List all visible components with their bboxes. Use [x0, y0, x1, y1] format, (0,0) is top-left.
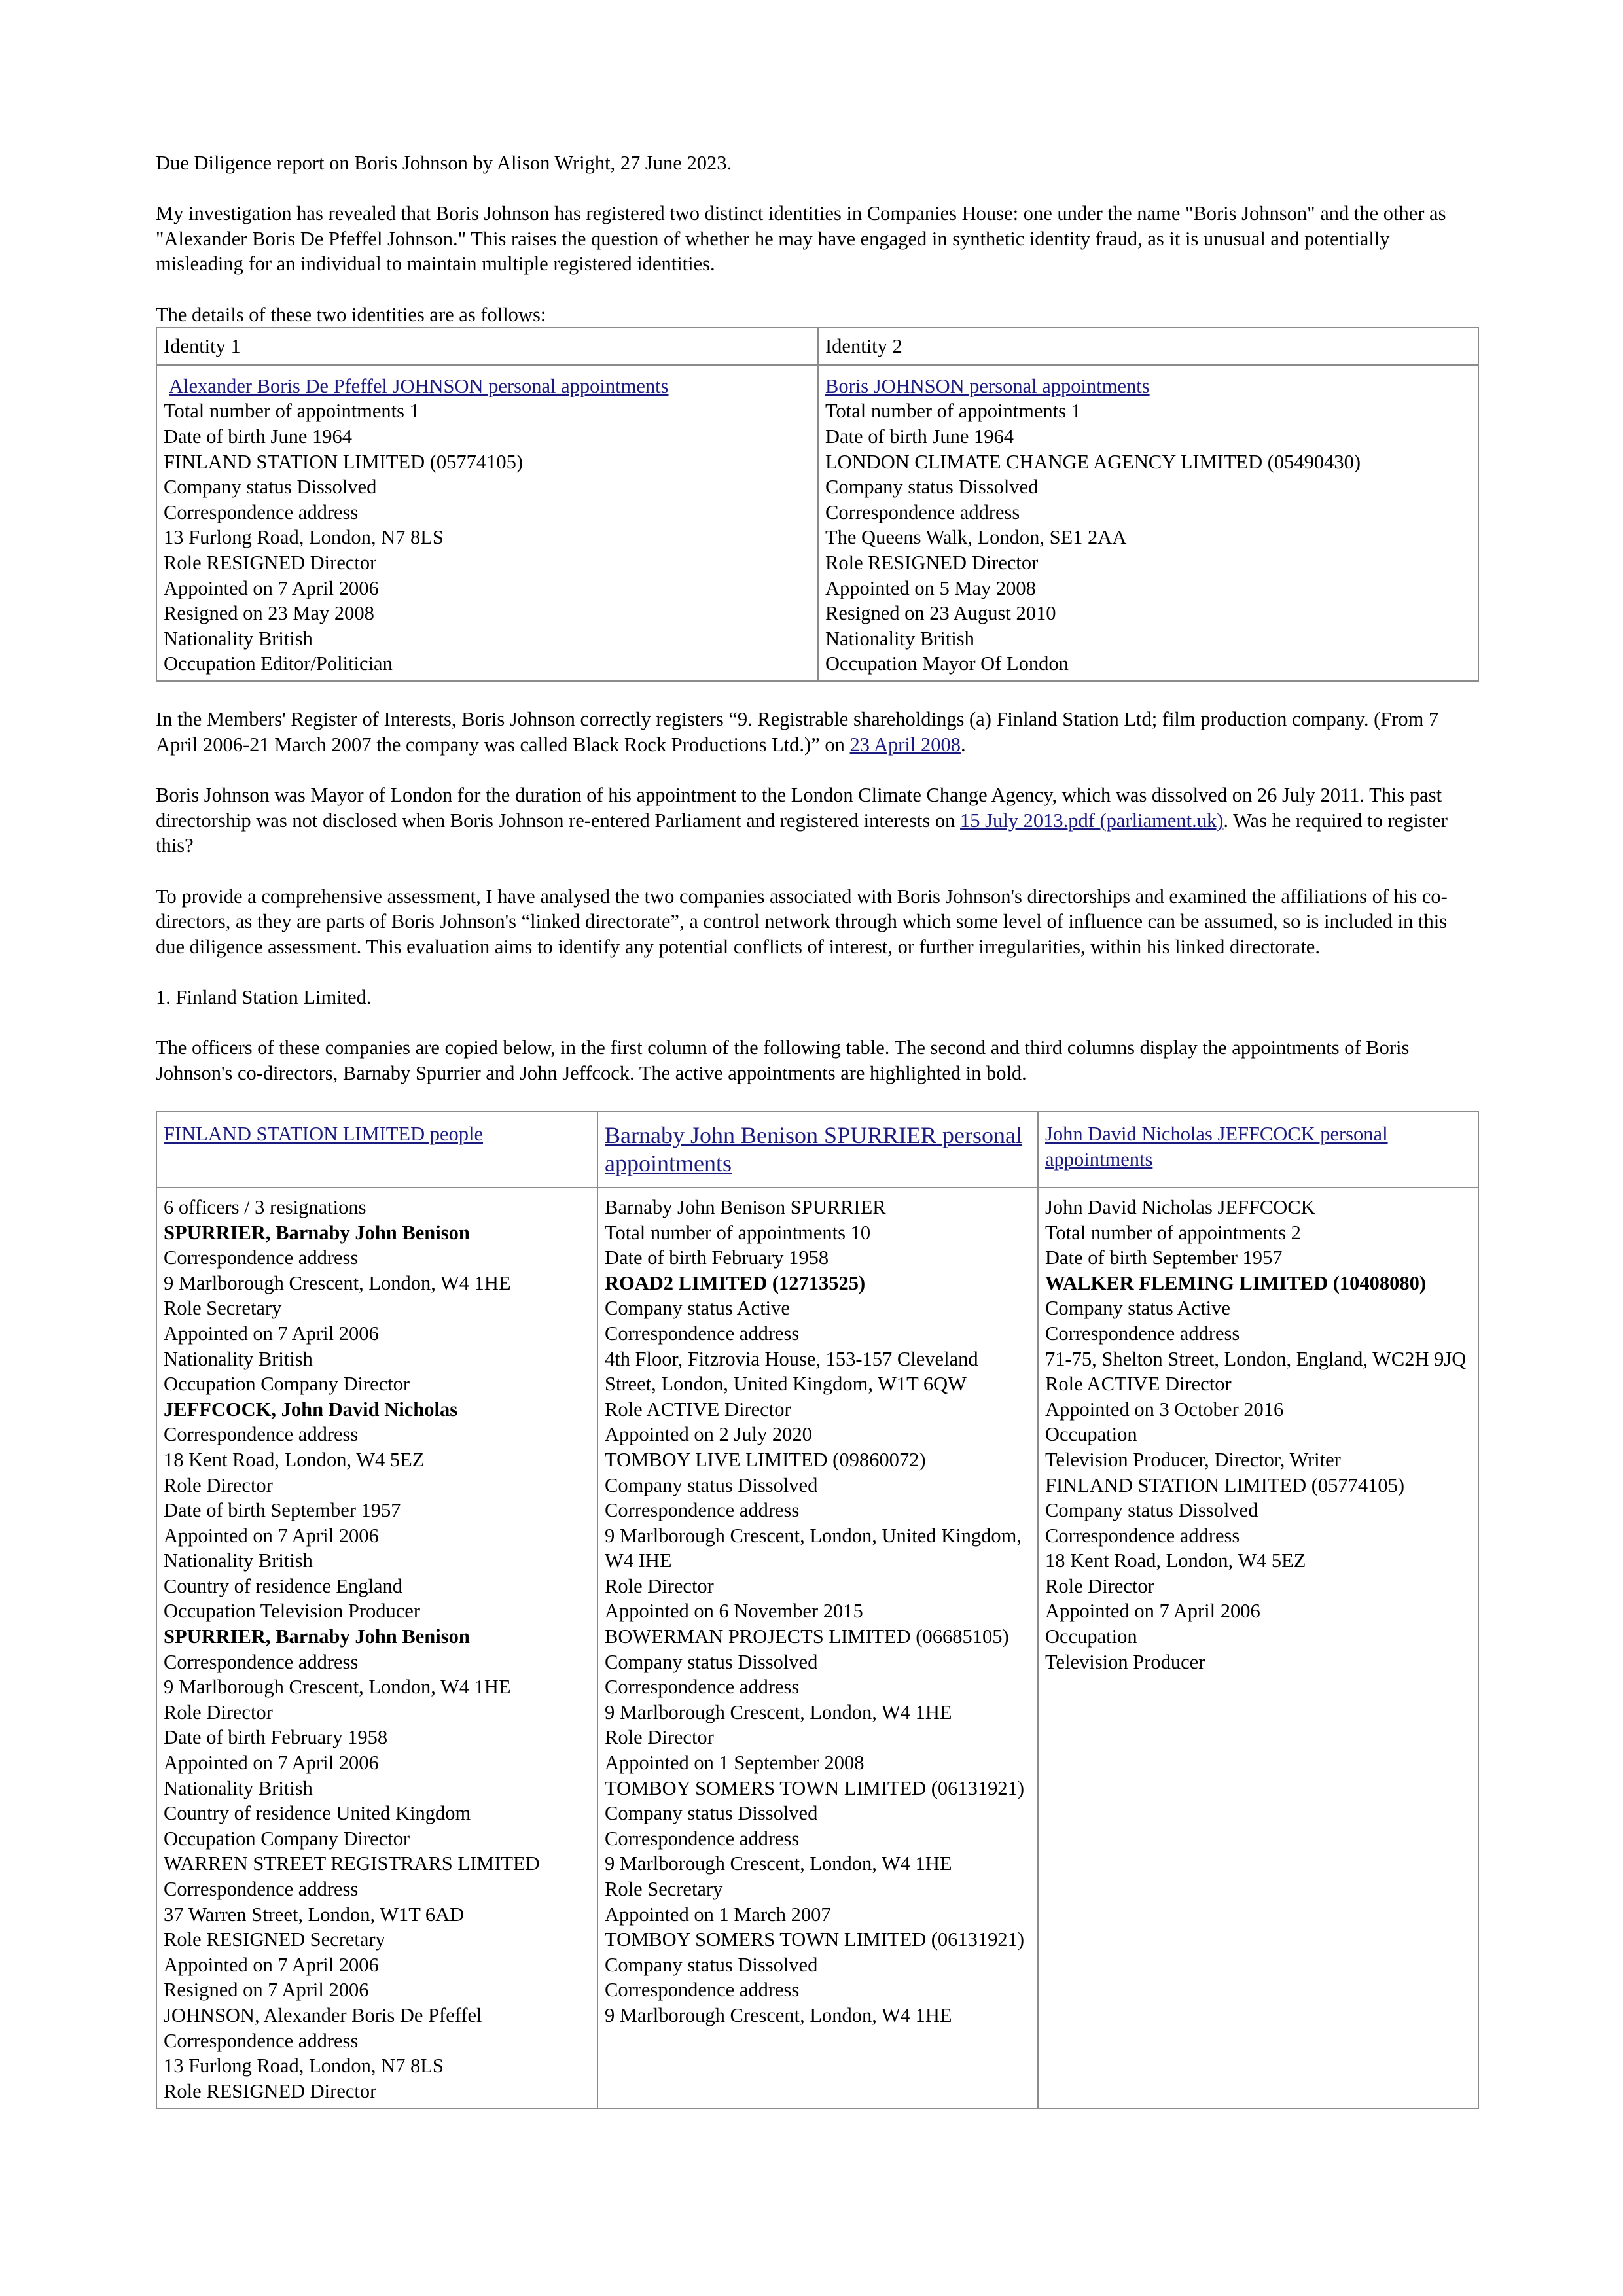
list-item: 13 Furlong Road, London, N7 8LS — [164, 2055, 444, 2077]
list-item: Occupation Editor/Politician — [164, 652, 393, 675]
list-item: Company status Active — [605, 1297, 790, 1320]
list-item: Appointed on 2 July 2020 — [605, 1423, 812, 1446]
identity-1-cell — [156, 365, 818, 681]
list-item: LONDON CLIMATE CHANGE AGENCY LIMITED (05490430) — [825, 450, 1361, 473]
list-item: Occupation Television Producer — [164, 1600, 421, 1623]
list-item: Country of residence United Kingdom — [164, 1802, 471, 1825]
list-item: Role Director — [164, 1701, 273, 1723]
jeffcock-appointments-header — [1038, 1112, 1478, 1188]
list-item: Country of residence England — [164, 1574, 403, 1597]
list-item: Appointed on 3 October 2016 — [1045, 1398, 1284, 1421]
report-title: Due Diligence report on Boris Johnson by Alison Wright, 27 June 2023. — [156, 152, 732, 174]
list-item: 71-75, Shelton Street, London, England, WC2H 9JQ — [1045, 1347, 1467, 1370]
list-item: 9 Marlborough Crescent, London, W4 1HE — [164, 1676, 511, 1699]
list-item: SPURRIER, Barnaby John Benison — [164, 1221, 470, 1244]
jeffcock-appointments-cell — [1038, 1188, 1478, 2108]
list-item: TOMBOY SOMERS TOWN LIMITED (06131921) — [605, 1776, 1025, 1799]
list-item: Date of birth September 1957 — [164, 1499, 401, 1522]
intro-paragraph: My investigation has revealed that Boris Johnson has registered two distinct identities in Companies House: one under the name "Boris Johnson" and the other as "Alexander Boris De Pfeffel Johnson." This raises the question of whether he may have engaged in synthetic identity fraud, as it is unusual and potentially misleading for an individual to maintain multiple registered identities. — [156, 202, 1446, 275]
list-item: Date of birth September 1957 — [1045, 1246, 1283, 1269]
list-item: 9 Marlborough Crescent, London, W4 1HE — [605, 2004, 952, 2026]
list-item: 9 Marlborough Crescent, London, United Kingdom, W4 IHE — [605, 1524, 1022, 1572]
list-item: Role RESIGNED Secretary — [164, 1928, 385, 1951]
list-item: Occupation Mayor Of London — [825, 652, 1069, 675]
list-item: JOHNSON, Alexander Boris De Pfeffel — [164, 2004, 482, 2026]
list-item: Appointed on 7 April 2006 — [164, 576, 379, 599]
list-item: Correspondence address — [1045, 1524, 1240, 1547]
list-item: Appointed on 7 April 2006 — [1045, 1600, 1260, 1623]
register-2008-link[interactable]: 23 April 2008 — [849, 733, 961, 756]
identity-1-appointments-link[interactable]: Alexander Boris De Pfeffel JOHNSON personal appointments — [169, 374, 669, 397]
spurrier-appointments-cell — [597, 1188, 1038, 2108]
finland-station-people-link[interactable]: FINLAND STATION LIMITED people — [164, 1122, 484, 1145]
identity-2-header: Identity 2 — [818, 328, 1478, 365]
table-row — [156, 365, 1478, 681]
list-item: Company status Dissolved — [825, 476, 1039, 499]
list-item: Nationality British — [164, 1549, 313, 1572]
list-item: WALKER FLEMING LIMITED (10408080) — [1045, 1271, 1427, 1294]
list-item: 18 Kent Road, London, W4 5EZ — [1045, 1549, 1306, 1572]
list-item: 4th Floor, Fitzrovia House, 153-157 Cleveland Street, London, United Kingdom, W1T 6QW — [605, 1347, 978, 1396]
list-item: TOMBOY LIVE LIMITED (09860072) — [605, 1448, 926, 1471]
list-item: Correspondence address — [1045, 1322, 1240, 1345]
list-item: Total number of appointments 1 — [164, 400, 419, 423]
list-item: Correspondence address — [605, 1322, 800, 1345]
list-item: Television Producer — [1045, 1650, 1205, 1673]
list-item: FINLAND STATION LIMITED (05774105) — [164, 450, 524, 473]
list-item: Company status Dissolved — [605, 1650, 818, 1673]
list-item: Correspondence address — [164, 1878, 359, 1900]
list-item: Date of birth February 1958 — [164, 1726, 388, 1749]
list-item: John David Nicholas JEFFCOCK — [1045, 1195, 1315, 1218]
list-item: Appointed on 6 November 2015 — [605, 1600, 863, 1623]
list-item: Company status Active — [1045, 1297, 1230, 1320]
list-item: ROAD2 LIMITED (12713525) — [605, 1271, 866, 1294]
list-item: Total number of appointments 2 — [1045, 1221, 1301, 1244]
identity-2-details — [825, 398, 1471, 677]
register-paragraph: In the Members' Register of Interests, Boris Johnson correctly registers “9. Registrable shareholdings (a) Finland Station Ltd; film production company. (From 7 April 2006-21 March 2007 the company was called Black Rock Productions Ltd.)” on 23 April 2008. — [156, 708, 1439, 756]
list-item: Occupation Company Director — [164, 1373, 410, 1396]
list-item: BOWERMAN PROJECTS LIMITED (06685105) — [605, 1625, 1009, 1648]
mayor-paragraph: Boris Johnson was Mayor of London for the duration of his appointment to the London Climate Change Agency, which was dissolved on 26 July 2011. This past directorship was not disclosed when Boris Johnson re-entered Parliament and registered interests on 15 July 2013.pdf (parliament.uk). Was he required to register this? — [156, 784, 1448, 857]
list-item: Company status Dissolved — [605, 1802, 818, 1825]
list-item: Role Secretary — [605, 1878, 723, 1900]
list-item: Appointed on 7 April 2006 — [164, 1524, 379, 1547]
list-item: Appointed on 7 April 2006 — [164, 1752, 379, 1775]
list-item: Date of birth June 1964 — [164, 425, 352, 448]
table-row — [156, 1188, 1478, 2108]
document-page — [156, 150, 1478, 2109]
list-item: Role RESIGNED Director — [164, 551, 377, 574]
identity-2-appointments-link[interactable]: Boris JOHNSON personal appointments — [825, 374, 1150, 397]
list-item: The Queens Walk, London, SE1 2AA — [825, 526, 1127, 549]
list-item: Nationality British — [164, 1347, 313, 1370]
list-item: 37 Warren Street, London, W1T 6AD — [164, 1903, 465, 1926]
list-item: Date of birth February 1958 — [605, 1246, 829, 1269]
officers-table — [156, 1111, 1479, 2109]
spurrier-appointments-link[interactable]: Barnaby John Benison SPURRIER personal appointments — [605, 1122, 1022, 1176]
identity-1-header: Identity 1 — [156, 328, 818, 365]
list-item: Company status Dissolved — [605, 1953, 818, 1976]
details-lead: The details of these two identities are as follows: — [156, 303, 546, 326]
list-item: Appointed on 5 May 2008 — [825, 576, 1036, 599]
list-item: Correspondence address — [605, 1499, 800, 1522]
jeffcock-appointments-link[interactable]: John David Nicholas JEFFCOCK personal appointments — [1045, 1122, 1388, 1171]
list-item: Nationality British — [825, 627, 974, 650]
finland-station-people-header — [156, 1112, 597, 1188]
list-item: Role Director — [605, 1726, 714, 1749]
list-item: Company status Dissolved — [1045, 1499, 1258, 1522]
list-item: 9 Marlborough Crescent, London, W4 1HE — [164, 1271, 511, 1294]
list-item: Correspondence address — [605, 1979, 800, 2002]
list-item: 6 officers / 3 resignations — [164, 1195, 366, 1218]
list-item: Role Director — [164, 1474, 273, 1496]
list-item: FINLAND STATION LIMITED (05774105) — [1045, 1474, 1405, 1496]
list-item: 18 Kent Road, London, W4 5EZ — [164, 1448, 425, 1471]
list-item: Company status Dissolved — [605, 1474, 818, 1496]
list-item: Role ACTIVE Director — [605, 1398, 791, 1421]
list-item: Occupation Company Director — [164, 1827, 410, 1850]
list-item: Role ACTIVE Director — [1045, 1373, 1232, 1396]
list-item: Television Producer, Director, Writer — [1045, 1448, 1341, 1471]
list-item: Barnaby John Benison SPURRIER — [605, 1195, 886, 1218]
list-item: Company status Dissolved — [164, 476, 377, 499]
officers-paragraph: The officers of these companies are copied below, in the first column of the following table. The second and third columns display the appointments of Boris Johnson's co-directors, Barnaby Spurrier and John Jeffcock. The active appointments are highlighted in bold. — [156, 1036, 1410, 1084]
table-header-row — [156, 328, 1478, 365]
list-item: Role RESIGNED Director — [164, 2079, 377, 2102]
list-item: Appointed on 1 March 2007 — [605, 1903, 831, 1926]
section-heading: 1. Finland Station Limited. — [156, 986, 372, 1008]
list-item: JEFFCOCK, John David Nicholas — [164, 1398, 458, 1421]
list-item: Correspondence address — [164, 2029, 359, 2052]
table-header-row — [156, 1112, 1478, 1188]
list-item: Correspondence address — [825, 501, 1020, 523]
list-item: Appointed on 7 April 2006 — [164, 1953, 379, 1976]
list-item: Role Secretary — [164, 1297, 282, 1320]
spurrier-appointments-header — [597, 1112, 1038, 1188]
identity-2-cell — [818, 365, 1478, 681]
register-2013-pdf-link[interactable]: 15 July 2013.pdf (parliament.uk) — [960, 809, 1224, 832]
list-item: Resigned on 7 April 2006 — [164, 1979, 369, 2002]
list-item: Correspondence address — [605, 1676, 800, 1699]
assessment-paragraph: To provide a comprehensive assessment, I have analysed the two companies associated with Boris Johnson's directorships and examined the affiliations of his co-directors, as they are parts of Boris Johnson's “linked directorate”, a control network through which some level of influence can be assumed, so is included in this due diligence assessment. This evaluation aims to identify any potential conflicts of interest, or further irregularities, within his linked directorate. — [156, 885, 1448, 958]
list-item: Occupation — [1045, 1625, 1137, 1648]
list-item: SPURRIER, Barnaby John Benison — [164, 1625, 470, 1648]
list-item: 9 Marlborough Crescent, London, W4 1HE — [605, 1701, 952, 1723]
list-item: Total number of appointments 10 — [605, 1221, 871, 1244]
list-item: 13 Furlong Road, London, N7 8LS — [164, 526, 444, 549]
list-item: Total number of appointments 1 — [825, 400, 1081, 423]
list-item: Resigned on 23 May 2008 — [164, 602, 374, 625]
list-item: WARREN STREET REGISTRARS LIMITED — [164, 1852, 540, 1875]
identity-1-details — [164, 398, 811, 677]
list-item: Appointed on 7 April 2006 — [164, 1322, 379, 1345]
identities-table — [156, 327, 1479, 682]
list-item: Role Director — [605, 1574, 714, 1597]
list-item: Correspondence address — [164, 1423, 359, 1446]
finland-station-officers-cell — [156, 1188, 597, 2108]
list-item: Nationality British — [164, 627, 313, 650]
list-item: Role RESIGNED Director — [825, 551, 1039, 574]
list-item: 9 Marlborough Crescent, London, W4 1HE — [605, 1852, 952, 1875]
list-item: Correspondence address — [605, 1827, 800, 1850]
list-item: Role Director — [1045, 1574, 1154, 1597]
list-item: Date of birth June 1964 — [825, 425, 1014, 448]
list-item: TOMBOY SOMERS TOWN LIMITED (06131921) — [605, 1928, 1025, 1951]
list-item: Resigned on 23 August 2010 — [825, 602, 1056, 625]
list-item: Occupation — [1045, 1423, 1137, 1446]
list-item: Correspondence address — [164, 501, 359, 523]
list-item: Nationality British — [164, 1776, 313, 1799]
list-item: Appointed on 1 September 2008 — [605, 1752, 865, 1775]
list-item: Correspondence address — [164, 1246, 359, 1269]
list-item: Correspondence address — [164, 1650, 359, 1673]
